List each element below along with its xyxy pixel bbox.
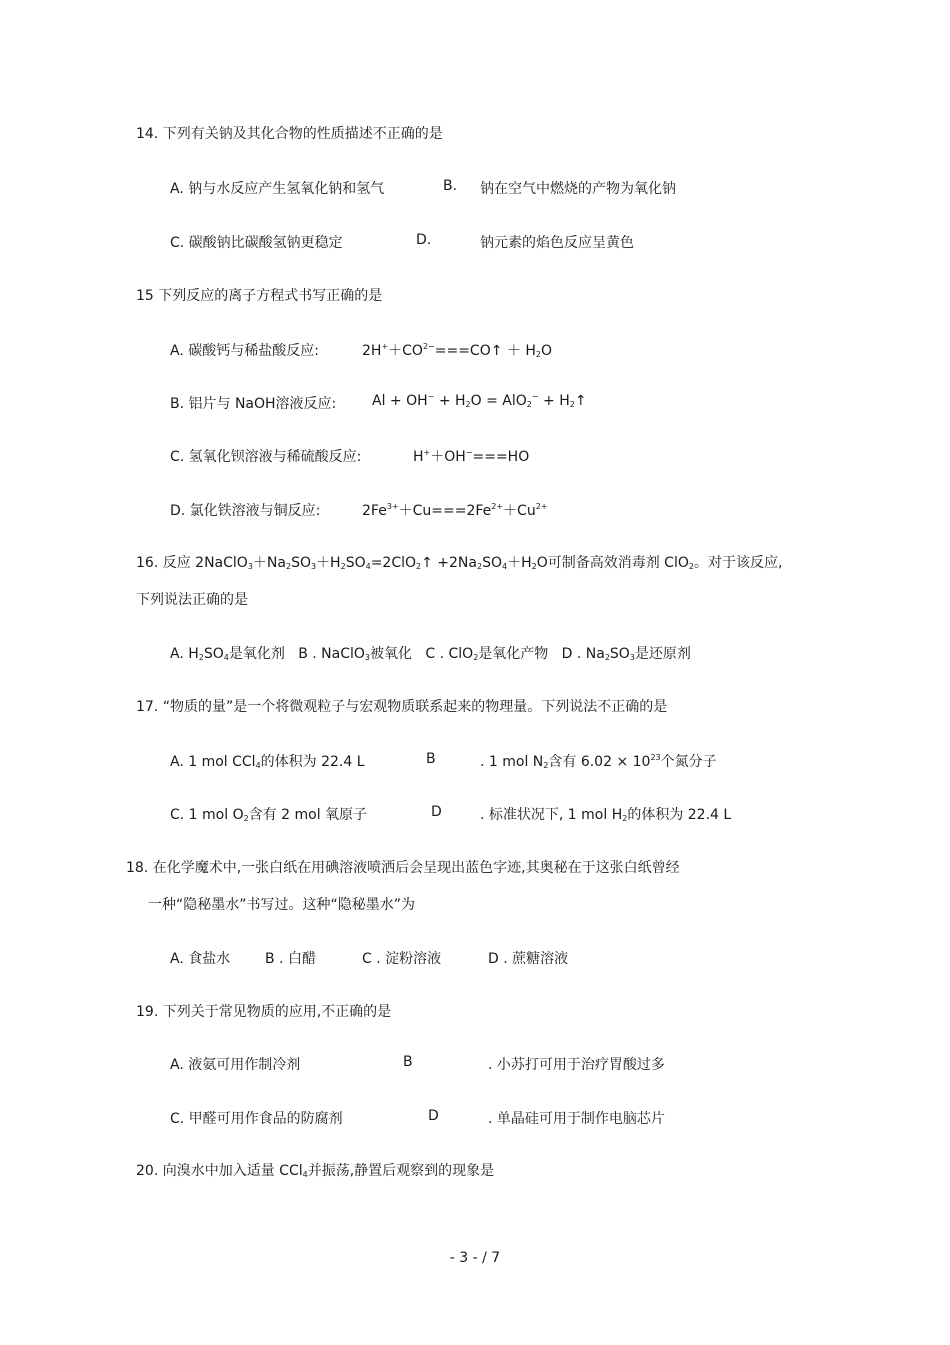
question-15-option-a-equation: $2H^++CO^{2-}===CO↑ + H_2O$ bbox=[362, 342, 553, 359]
page-number: - 3 - / 7 bbox=[449, 1250, 501, 1266]
question-18-option-c: C . 淀粉溶液 bbox=[362, 951, 442, 967]
question-16-options: A. $H_2SO_4$是氧化剂 B . NaClO$_3$被氧化 C . ClO$_2$是氧化产物 D . $Na_2SO_3$是还原剂 bbox=[170, 646, 691, 662]
question-19-option-d-letter: D bbox=[428, 1108, 439, 1124]
question-18-option-b: B . 白醋 bbox=[265, 951, 316, 967]
question-14-option-b-letter: B. bbox=[443, 178, 458, 194]
question-16-stem: 16. 反应 $2NaClO_3+Na_2SO_3+H_2SO_4=2ClO_2↑ +2Na_2SO_4+H_2O$可制备高效消毒剂 ClO$_2$。对于该反应, bbox=[136, 555, 783, 571]
question-15-option-c-equation: H+＋OH−===HO bbox=[413, 448, 530, 465]
question-15-option-c-label: C. 氢氧化钡溶液与稀硫酸反应: bbox=[170, 449, 362, 465]
question-20-stem: 20. 向溴水中加入适量 CCl$_4$并振荡,静置后观察到的现象是 bbox=[136, 1163, 495, 1179]
question-14-option-d: 钠元素的焰色反应呈黄色 bbox=[480, 235, 634, 251]
question-19-stem: 19. 下列关于常见物质的应用,不正确的是 bbox=[136, 1004, 392, 1020]
question-15-option-b-equation: $Al + OH^- + H_2O = AlO_2^-$ + $H_2↑$ bbox=[372, 392, 587, 409]
question-18-option-a: A. 食盐水 bbox=[170, 951, 231, 967]
question-18-stem-continued: 一种“隐秘墨水”书写过。这种“隐秘墨水”为 bbox=[148, 897, 416, 913]
question-17-option-d: . 标准状况下, 1 mol $H_2$的体积为 22.4 L bbox=[480, 807, 732, 823]
question-14-stem: 14. 下列有关钠及其化合物的性质描述不正确的是 bbox=[136, 126, 443, 142]
question-17-option-d-letter: D bbox=[431, 804, 442, 820]
question-14-option-c: C. 碳酸钠比碳酸氢钠更稳定 bbox=[170, 235, 343, 251]
question-19-option-c: C. 甲醛可用作食品的防腐剂 bbox=[170, 1111, 343, 1127]
question-15-stem: 15 下列反应的离子方程式书写正确的是 bbox=[136, 288, 383, 304]
question-17-stem: 17. “物质的量”是一个将微观粒子与宏观物质联系起来的物理量。下列说法不正确的是 bbox=[136, 699, 668, 715]
question-15-option-d-label: D. 氯化铁溶液与铜反应: bbox=[170, 503, 321, 519]
question-19-option-d: . 单晶硅可用于制作电脑芯片 bbox=[488, 1111, 665, 1127]
question-15-option-b-label: B. 铝片与 NaOH溶液反应: bbox=[170, 396, 337, 412]
question-17-option-b: . 1 mol $N_2$含有 $6.02 \times 10^{23}$个氮分子 bbox=[480, 753, 717, 770]
question-19-option-b: . 小苏打可用于治疗胃酸过多 bbox=[488, 1057, 665, 1073]
question-17-option-a: A. 1 mol CCl$_4$的体积为 22.4 L bbox=[170, 754, 365, 770]
question-17-option-b-letter: B bbox=[426, 751, 436, 767]
question-16-stem-continued: 下列说法正确的是 bbox=[136, 592, 248, 608]
question-18-stem: 18. 在化学魔术中,一张白纸在用碘溶液喷洒后会呈现出蓝色字迹,其奥秘在于这张白纸曾经 bbox=[126, 860, 680, 876]
question-19-option-a: A. 液氨可用作制冷剂 bbox=[170, 1057, 301, 1073]
question-14-option-d-letter: D. bbox=[416, 232, 432, 248]
question-19-option-b-letter: B bbox=[403, 1054, 413, 1070]
question-15-option-a-label: A. 碳酸钙与稀盐酸反应: bbox=[170, 343, 319, 359]
question-14-option-a: A. 钠与水反应产生氢氧化钠和氢气 bbox=[170, 181, 385, 197]
question-17-option-c: C. 1 mol $O_2$含有 2 mol 氧原子 bbox=[170, 807, 368, 823]
question-14-option-b: 钠在空气中燃烧的产物为氧化钠 bbox=[480, 181, 676, 197]
question-18-option-d: D . 蔗糖溶液 bbox=[488, 951, 569, 967]
question-15-option-d-equation: $2Fe^{3+}+Cu===2Fe^{2+}+Cu^{2+}$ bbox=[362, 502, 548, 519]
